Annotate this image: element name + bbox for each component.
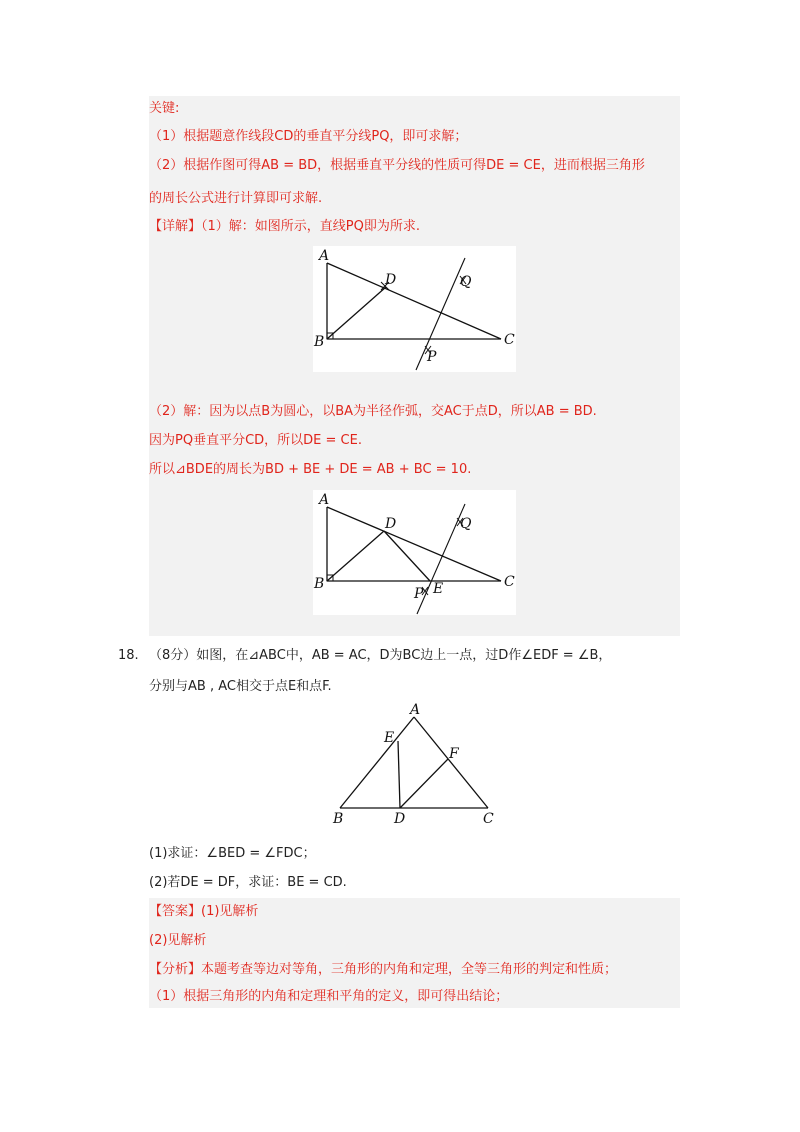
fig3-label-e: E xyxy=(384,730,395,746)
fig3-label-f: F xyxy=(449,746,459,762)
fig1-label-d: D xyxy=(385,272,397,288)
detail-1-text: （1）解：如图所示，直线PQ即为所求. xyxy=(201,219,420,234)
fig3-label-c: C xyxy=(483,811,494,827)
fig2-label-e: E xyxy=(433,581,444,597)
key-title: 关键: xyxy=(149,101,180,116)
fig2-label-c: C xyxy=(504,574,515,590)
fig2-label-p: P xyxy=(414,586,424,602)
fig2-label-b: B xyxy=(314,576,325,592)
question-1: (1)求证：∠BED = ∠FDC； xyxy=(149,846,316,861)
fig3-label-a: A xyxy=(410,702,421,718)
problem-stem-1: （8分）如图，在⊿ABC中，AB = AC，D为BC边上一点，过D作∠EDF = ∠B， xyxy=(149,648,612,663)
fig1-label-q: Q xyxy=(460,274,472,290)
problem-stem-2: 分别与AB , AC相交于点E和点F. xyxy=(149,679,332,694)
figure-3 xyxy=(328,702,503,828)
fig2-label-q: Q xyxy=(460,516,472,532)
fig2-label-a: A xyxy=(319,492,330,508)
key-point-2a: （2）根据作图可得AB = BD，根据垂直平分线的性质可得DE = CE，进而根据三角形 xyxy=(149,158,645,173)
analysis-line: 【分析】本题考查等边对等角，三角形的内角和定理，全等三角形的判定和性质； xyxy=(149,962,618,977)
detail-2a: （2）解：因为以点B为圆心，以BA为半径作弧，交AC于点D，所以AB = BD. xyxy=(149,404,597,419)
detail-1 xyxy=(149,218,420,236)
fig1-label-c: C xyxy=(504,332,515,348)
problem-number: 18. xyxy=(118,648,139,663)
fig1-label-b: B xyxy=(314,334,325,350)
fig1-label-a: A xyxy=(319,248,330,264)
detail-2c: 所以⊿BDE的周长为BD + BE + DE = AB + BC = 10. xyxy=(149,462,472,477)
analysis-point-1: （1）根据三角形的内角和定理和平角的定义，即可得出结论； xyxy=(149,989,509,1004)
key-point-1: （1）根据题意作线段CD的垂直平分线PQ，即可求解； xyxy=(149,129,468,144)
fig1-label-p: P xyxy=(427,349,437,365)
key-point-2b: 的周长公式进行计算即可求解. xyxy=(149,191,323,206)
answer-line-1: 【答案】(1)见解析 xyxy=(149,904,259,919)
figure-1 xyxy=(313,246,516,372)
detail-2b: 因为PQ垂直平分CD，所以DE = CE. xyxy=(149,433,362,448)
fig3-label-b: B xyxy=(333,811,344,827)
fig2-label-d: D xyxy=(385,516,397,532)
figure-2 xyxy=(313,490,516,615)
question-2: (2)若DE = DF，求证：BE = CD. xyxy=(149,875,347,890)
fig3-label-d: D xyxy=(394,811,406,827)
answer-line-2: (2)见解析 xyxy=(149,933,207,948)
detail-tag: 【详解】 xyxy=(149,219,202,234)
